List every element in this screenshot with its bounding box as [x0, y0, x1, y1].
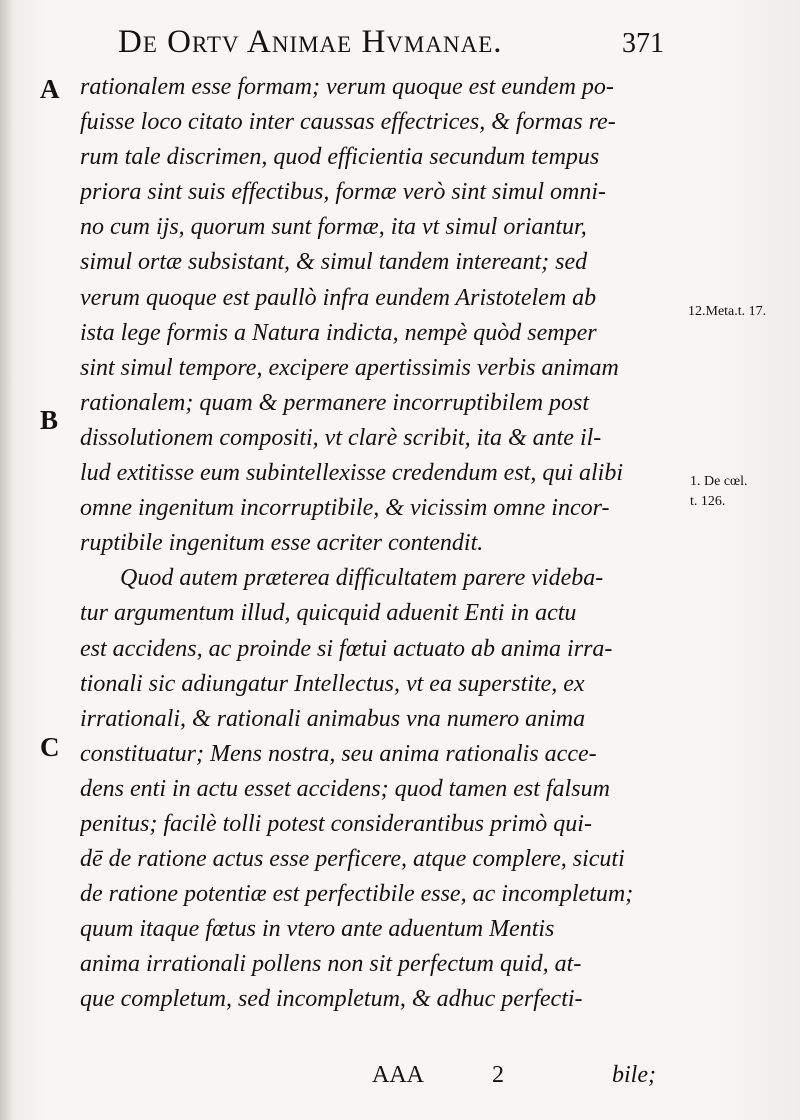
text-line: sint simul tempore, excipere apertissimis verbis animam: [80, 354, 619, 381]
gutter-shadow: [0, 0, 14, 1120]
text-line: irrationali, & rationali animabus vna numero anima: [80, 705, 586, 732]
text-line: rationalem; quam & permanere incorruptibilem post: [80, 389, 590, 416]
signature-mark: AAA: [372, 1062, 424, 1088]
text-line: dē de ratione actus esse perficere, atque complere, sicuti: [80, 846, 625, 873]
text-line: ruptibile ingenitum esse acriter contendit.: [80, 530, 484, 557]
margin-note-de-caelo-ref: t. 126.: [690, 494, 726, 509]
margin-note-de-caelo: 1. De cœl.: [690, 474, 748, 489]
margin-letter-c: C: [40, 732, 60, 762]
text-line: simul ortæ subsistant, & simul tandem intereant; sed: [80, 249, 588, 276]
text-line: priora sint suis effectibus, formæ verò sint simul omni-: [80, 179, 607, 206]
text-line: fuisse loco citato inter caussas effectrices, & formas re-: [80, 109, 616, 136]
text-line: tionali sic adiungatur Intellectus, vt ea superstite, ex: [80, 670, 585, 697]
margin-note-metaphysics: 12.Meta.t. 17.: [688, 304, 767, 319]
text-line: est accidens, ac proinde si fœtui actuato ab anima irra-: [80, 635, 613, 662]
running-head-title: [118, 24, 678, 64]
margin-letter-a: A: [40, 74, 60, 104]
text-line: dens enti in actu esset accidens; quod tamen est falsum: [80, 775, 610, 802]
signature-number: 2: [492, 1062, 504, 1088]
catchword: bile;: [612, 1062, 656, 1088]
text-line: anima irrationali pollens non sit perfectum quid, at-: [80, 951, 582, 978]
text-line: ista lege formis a Natura indicta, nempè quòd semper: [80, 319, 597, 346]
text-line: de ratione potentiæ est perfectibile esse, ac incompletum;: [80, 881, 634, 908]
text-line: penitus; facilè tolli potest considerantibus primò qui-: [80, 810, 592, 837]
paragraph-start-line: Quod autem præterea difficultatem parere videba-: [120, 565, 604, 592]
text-line: lud extitisse eum subintellexisse credendum est, qui alibi: [80, 460, 623, 487]
text-line: que completum, sed incompletum, & adhuc perfecti-: [80, 986, 583, 1013]
text-line: rum tale discrimen, quod efficientia secundum tempus: [80, 144, 600, 171]
text-line: verum quoque est paullò infra eundem Aristotelem ab: [80, 284, 597, 311]
text-line: rationalem esse formam; verum quoque est eundem po-: [80, 74, 614, 100]
text-line: tur argumentum illud, quicquid aduenit Enti in actu: [80, 600, 577, 627]
text-line: omne ingenitum incorruptibile, & vicissim omne incor-: [80, 495, 610, 522]
running-head-text: De Ortv Animae Hvmanae.: [118, 24, 503, 60]
text-line: constituatur; Mens nostra, seu anima rationalis acce-: [80, 740, 597, 767]
text-line: dissolutionem compositi, vt clarè scribit, ita & ante il-: [80, 424, 602, 451]
margin-letter-b: B: [40, 405, 59, 435]
body-text: [80, 70, 690, 1018]
page-number: 371: [622, 28, 664, 59]
text-line: no cum ijs, quorum sunt formæ, ita vt simul oriantur,: [80, 214, 587, 241]
text-line: quum itaque fœtus in vtero ante aduentum Mentis: [80, 916, 555, 943]
